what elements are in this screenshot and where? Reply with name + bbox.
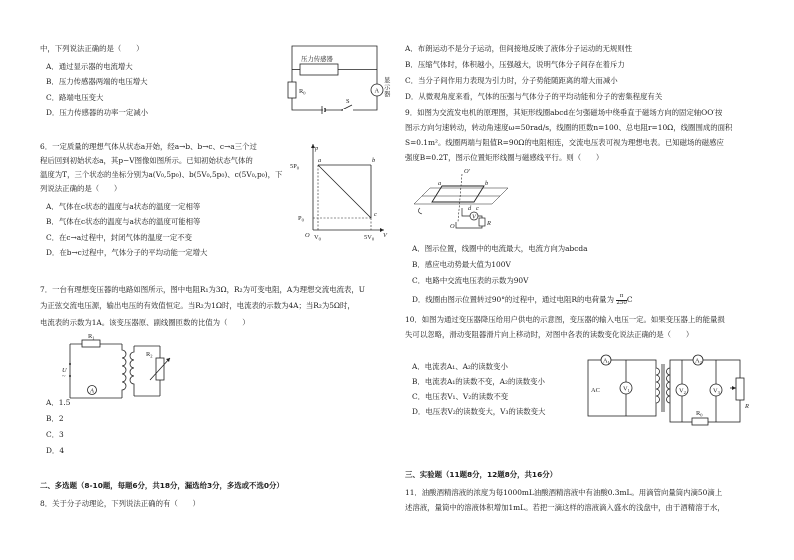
q6-stem-line-2: 程后回到初始状态a，其p−V图像如图所示。已知初始状态气体的 — [40, 156, 253, 165]
state-b-label: b — [372, 157, 376, 164]
q6-stem-line-3: 温度为T，三个状态的坐标分别为a(V₀,5p₀)、b(5V₀,5p₀)、c(5V₀,p₀)，下 — [40, 170, 283, 179]
state-a-label: a — [318, 157, 322, 164]
q7-stem-line-2: 为正弦交流电压源，输出电压的有效值恒定。当R₂为1Ω时，电流表的示数为4A；当R₂为5Ω时， — [40, 301, 355, 310]
q9-option-d-text: D．线圈由图示位置转过90°的过程中，通过电阻R的电荷量为 — [412, 295, 614, 304]
x-tick-v0: $V_0$ — [314, 234, 321, 242]
ac-label: AC — [591, 387, 600, 394]
q8-option-d: D．从微观角度来看，气体的压强与气体分子的平均动能和分子的密集程度有关 — [405, 92, 663, 101]
r2-label: $R_2$ — [146, 351, 153, 359]
q6-stem-line-4: 列说法正确的是（ ） — [40, 184, 122, 193]
p-axis-label: p — [315, 145, 319, 152]
q7-option-d: D．4 — [46, 446, 65, 455]
display-label: 显示器 — [384, 77, 391, 98]
q5-option-b: B．压力传感器两端的电压增大 — [46, 77, 148, 86]
q11-stem-line-1: 11．油酸酒精溶液的浓度为每1000mL油酸酒精溶液中有油酸0.3mL。用滴管向量筒内滴50滴上 — [405, 488, 723, 497]
r0-label: $R_0$ — [299, 88, 306, 96]
q6-option-d: D．在b→c过程中，气体分子的平均动能一定增大 — [46, 248, 208, 257]
rheostat-r — [736, 378, 744, 400]
voltmeter-label: V — [472, 213, 476, 221]
q9-generator-figure — [412, 166, 532, 238]
q5-stem-tail: 中，下列说法正确的是（ ） — [40, 44, 144, 53]
coil-c: c — [476, 205, 479, 212]
x-tick-5v0: $5V_0$ — [364, 234, 375, 242]
q8-option-c: C．当分子间作用力表现为引力时，分子势能随距离的增大而减小 — [405, 76, 618, 85]
q11-stem-line-2: 述溶液，量筒中的溶液体积增加1mL。若把一滴这样的溶液滴入盛水的浅盘中，由于酒精溶于水， — [405, 503, 725, 512]
q6-option-b: B．气体在c状态的温度与a状态的温度可能相等 — [46, 217, 201, 226]
q9-stem-line-3: S=0.1m²。线圈两端与阻值R=90Ω的电阻相连，交流电压表可视为理想电表。已知磁场的磁感应 — [405, 138, 724, 147]
v3-label: $V_3$ — [713, 387, 720, 395]
q10-option-c: C．电压表V₁、V₂的读数不变 — [412, 392, 509, 401]
tilde-label: ~ — [62, 373, 66, 380]
q10-option-a: A．电流表A₁、A₂的读数变小 — [412, 362, 508, 371]
q9-stem-line-2: 图示方向匀速转动，转动角速度ω=50rad/s，线圈的匝数n=100、总电阻r=10Ω，线圈围成的面积 — [405, 123, 733, 132]
pressure-sensor-box — [300, 64, 338, 75]
a1-label: $A_1$ — [603, 357, 610, 365]
q7-stem-line-1: 7．一台有理想变压器的电路如图所示，图中电阻R₁为3Ω，R₂为可变电阻，A为理想交流电流表，U — [40, 285, 366, 294]
q9-option-b: B．感应电动势最大值为100V — [412, 260, 511, 269]
coil-a: a — [438, 180, 442, 187]
q9-charge-fraction: $\frac{\pi}{250}$ — [616, 293, 627, 306]
r1-resistor — [82, 340, 100, 347]
r0-label: $R_0$ — [696, 410, 703, 418]
q9-option-d: D．线圈由图示位置转过90°的过程中，通过电阻R的电荷量为 $\frac{\pi}{250}$ C — [412, 293, 633, 306]
q5-circuit-figure — [282, 38, 392, 118]
q6-option-c: C．在c→a过程中，封闭气体的温度一定不变 — [46, 233, 193, 242]
q9-option-c: C．电路中交流电压表的示数为90V — [412, 276, 529, 285]
coil — [432, 186, 484, 202]
r0-resistor — [692, 418, 708, 425]
q9-option-a: A．图示位置，线圈中的电流最大，电流方向为abcda — [412, 244, 588, 253]
pressure-sensor-label: 压力传感器 — [301, 56, 333, 63]
rheostat-label: R — [745, 403, 749, 410]
q10-option-d: D．电压表V₂的读数变大，V₃的读数变大 — [412, 407, 546, 416]
q7-option-c: C．3 — [46, 430, 64, 439]
section-3-heading: 三、实验题（11题8分，12题8分，共16分） — [405, 470, 558, 479]
q6-option-a: A．气体在c状态的温度与a状态的温度一定相等 — [46, 202, 201, 211]
q10-stem-line-1: 10．如图为通过变压器降压给用户供电的示意图，变压器的输入电压一定。如果变压器上的能量损 — [405, 315, 725, 324]
q5-option-a: A．通过显示器的电流增大 — [46, 62, 133, 71]
q9-stem-line-1: 9．如图为交流发电机的原理图，其矩形线圈abcd在匀强磁场中绕垂直于磁场方向的固定轴OO′按 — [405, 108, 723, 117]
v1-label: $V_1$ — [623, 385, 630, 393]
q5-option-d: D．压力传感器的功率一定减小 — [46, 108, 149, 117]
u-label: U — [62, 367, 67, 374]
q8-stem: 8．关于分子动理论，下列说法正确的有（ ） — [40, 499, 200, 508]
q8-option-a: A．布朗运动不是分子运动，但间接地反映了液体分子运动的无规则性 — [405, 44, 633, 53]
ammeter-label: A — [374, 87, 380, 95]
q9-stem-line-4: 强度B=0.2T，图示位置矩形线圈与磁感线平行。则（ ） — [405, 153, 604, 162]
v2-label: $V_2$ — [679, 387, 686, 395]
q10-circuit-figure — [580, 350, 760, 430]
a2-label: $A_2$ — [695, 357, 702, 365]
q5-option-c: C．路端电压变大 — [46, 93, 104, 102]
ammeter-label: A — [90, 387, 94, 395]
q6-pv-graph — [288, 140, 388, 240]
q7-option-a: A．1.5 — [46, 398, 71, 407]
axis-o: O — [450, 223, 455, 230]
q10-option-b: B．电流表A₁的读数不变，A₂的读数变小 — [412, 377, 545, 386]
q7-transformer-figure — [60, 333, 190, 408]
r1-label: $R_1$ — [88, 333, 95, 341]
y-tick-p0: $P_0$ — [298, 215, 304, 223]
q7-stem-line-3: 电流表的示数为1A。该变压器原、副线圈匝数的比值为（ ） — [40, 318, 250, 327]
coil-b: b — [485, 180, 489, 187]
r0-resistor — [288, 82, 296, 98]
q7-option-b: B．2 — [46, 414, 64, 423]
switch-label: S — [346, 98, 350, 105]
section-2-heading: 二、多选题（8-10题，每题6分，共18分，漏选给3分，多选或不选0分） — [40, 481, 284, 490]
state-c-label: c — [374, 211, 377, 218]
resistor-r-label: R — [487, 220, 491, 227]
origin-label: O — [305, 232, 310, 239]
y-tick-5p0: $5P_0$ — [290, 163, 299, 171]
q6-stem-line-1: 6．一定质量的理想气体从状态a开始，经a→b、b→c、c→a三个过 — [40, 142, 257, 151]
v-axis-label: V — [383, 232, 387, 239]
axis-o-prime: O′ — [464, 168, 471, 175]
q10-stem-line-2: 失可以忽略，滑动变阻器滑片向上移动时，对图中各表的读数变化说法正确的是（ ） — [405, 330, 694, 339]
resistor-r — [479, 218, 485, 226]
q8-option-b: B．压缩气体时，体积越小，压强越大，说明气体分子间存在着斥力 — [405, 60, 625, 69]
coil-d: d — [468, 205, 472, 212]
